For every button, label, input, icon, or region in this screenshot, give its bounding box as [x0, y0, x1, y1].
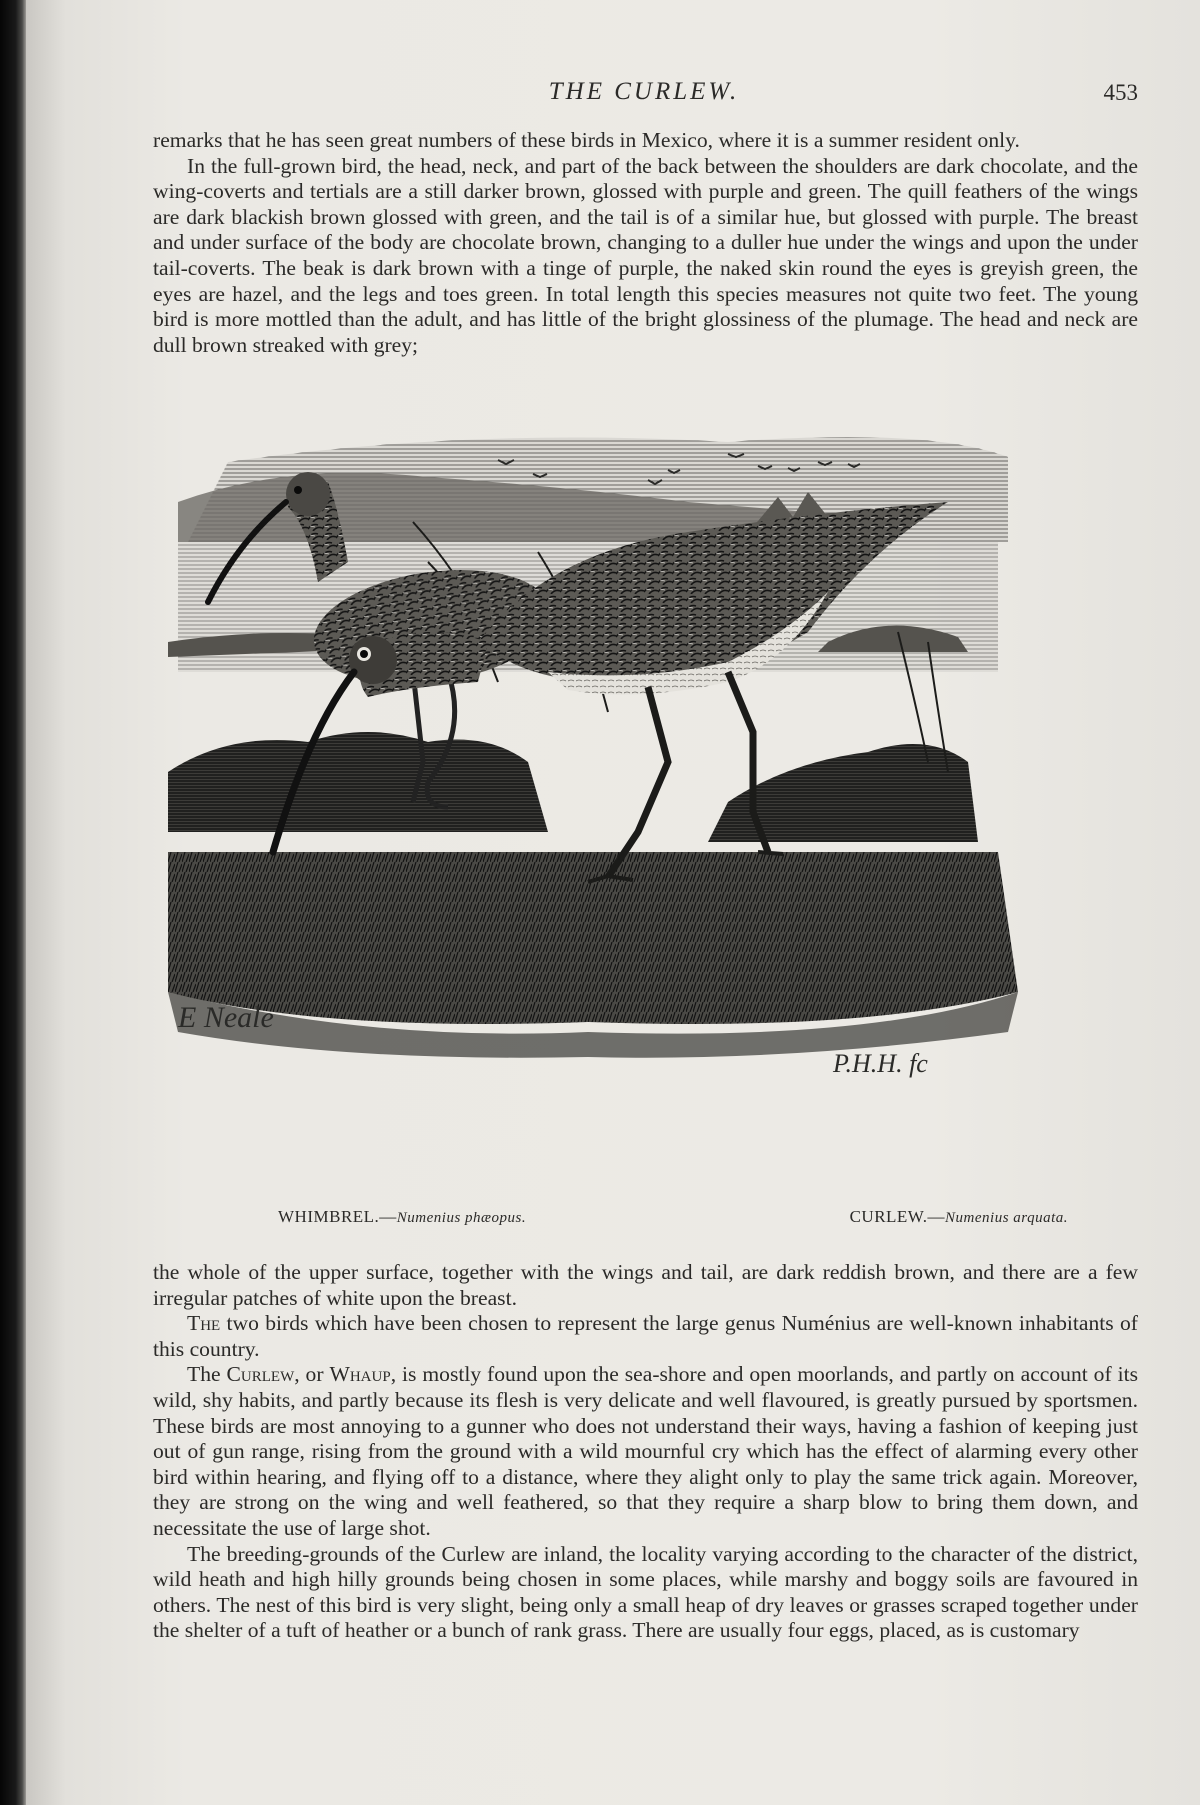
figure-captions — [160, 1207, 1068, 1233]
left-rocks — [168, 732, 548, 832]
page-header — [150, 78, 1138, 118]
curlew-lead: The — [187, 1362, 227, 1387]
caption-curlew-name: CURLEW.— — [849, 1207, 946, 1226]
book-spine-shadow — [0, 0, 26, 1805]
paragraph-genus-intro — [153, 1311, 1138, 1362]
running-title: THE CURLEW. — [548, 78, 740, 105]
paragraph-young-bird-continued: the whole of the upper surface, together with the wings and tail, are dark reddish brown, and there are a few irregular patches of white upon the breast. — [153, 1260, 1138, 1310]
curlew-habits-text: , is mostly found upon the sea-shore and open moorlands, and partly on account of its wild, shy habits, and partly because its flesh is very delicate and well flavoured, is greatly pursued by sportsmen. These birds are most annoying to a gunner who does not understand their ways, having a fashion of keeping just out of gun range, rising from the ground with a wild mournful cry which has the effect of alarming every other bird within hearing, and flying off to a distance, where they alight only to play the same trick again. Moreover, they are strong on the wing and well feathered, so that they require a sharp blow to bring them down, and necessitate the use of large shot. — [153, 1362, 1138, 1540]
signature-engraver-left: E Neale — [178, 1001, 274, 1034]
paragraph-breeding-grounds: The breeding-grounds of the Curlew are inland, the locality varying according to the character of the district, wild heath and high hilly grounds being chosen in some places, while marshy and boggy soils are favoured in others. The nest of this bird is very slight, being only a small heap of dry leaves or grasses scraped together under the shelter of a tuft of heather or a bunch of rank grass. There are usually four eggs, placed, as is customary — [153, 1541, 1138, 1643]
paragraph-plumage-description: In the full-grown bird, the head, neck, and part of the back between the shoulders are dark chocolate, and the wing-coverts and tertials are a still darker brown, glossed with purple and green. The quill feathers of the wings are dark blackish brown glossed with green, and the tail is of a similar hue, but glossed with purple. The breast and under surface of the body are chocolate brown, changing to a duller hue under the wings and upon the under tail-coverts. The beak is dark brown with a tinge of purple, the naked skin round the eyes is greyish green, the eyes are hazel, and the legs and toes green. In total length this species measures not quite two feet. The young bird is more mottled than the adult, and has little of the bright glossiness of the plumage. The head and neck are dull brown streaked with grey; — [153, 153, 1138, 357]
curlew-connector: , or — [294, 1362, 330, 1387]
paragraph-genus-text: two birds which have been chosen to represent the large genus Numénius are well-known inhabitants of this country. — [153, 1311, 1138, 1361]
term-curlew: Curlew — [226, 1362, 295, 1387]
signature-engraver-right: P.H.H. fc — [833, 1049, 928, 1078]
engraving-illustration — [168, 432, 1124, 1192]
term-whaup: Whaup — [329, 1362, 391, 1387]
caption-whimbrel — [278, 1207, 526, 1227]
caption-whimbrel-scientific: Numenius phæopus. — [396, 1210, 527, 1226]
top-text-block — [153, 128, 1138, 358]
paragraph-curlew-habits — [153, 1362, 1138, 1541]
caption-curlew-scientific: Numenius arquata. — [945, 1210, 1068, 1226]
small-caps-lead: The — [187, 1311, 221, 1336]
right-rocks — [708, 744, 978, 842]
caption-curlew — [850, 1207, 1068, 1227]
bottom-text-block — [153, 1260, 1138, 1644]
marsh-foreground — [168, 852, 1018, 1024]
paragraph-continued: remarks that he has seen great numbers of these birds in Mexico, where it is a summer resident only. — [153, 128, 1020, 152]
caption-whimbrel-name: WHIMBREL.— — [278, 1207, 397, 1226]
whimbrel-and-curlew-engraving — [168, 432, 1124, 1192]
page-number: 453 — [1103, 80, 1138, 105]
